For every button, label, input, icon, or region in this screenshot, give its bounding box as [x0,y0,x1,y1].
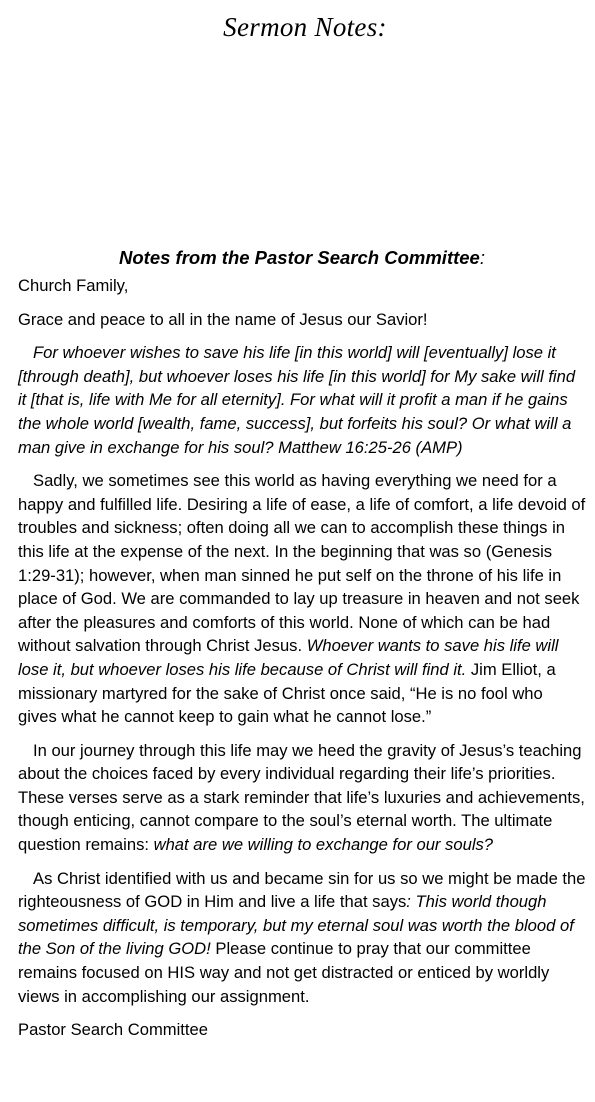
signature: Pastor Search Committee [18,1020,208,1040]
paragraph-2-italic: what are we willing to exchange for our souls? [153,835,494,855]
paragraph-1-quote: Jim Elliot, a missionary martyred for the sake of Christ once said, “He is no fool who gives what he cannot keep to gain what he cannot lose.” [18,659,556,727]
paragraph-1 [18,469,586,729]
heading-text: Notes from the Pastor Search Committee [119,247,480,268]
committee-notes-section [18,244,586,1042]
paragraph-2 [18,739,586,857]
paragraph-1-italic: Whoever wants to save his life will lose it, but whoever loses his life because of Christ will find it. [18,636,559,679]
paragraph-3-closing: Please continue to pray that our committee remains focused on HIS way and not get distracted or enticed by worldly views in accomplishing our assignment. [18,939,550,1006]
scripture-quote: For whoever wishes to save his life [in this world] will [eventually] lose it [through death], but whoever loses his life [in this world] for My sake will find it [that is, life with Me for all eternity]. For what will it profit a man if he gains the whole world [wealth, fame, success], but forfeits his soul? Or what will a man give in exchange for his soul? Matthew 16:25-26 (AMP) [18,343,576,457]
greeting: Grace and peace to all in the name of Jesus our Savior! [18,309,428,329]
sermon-notes-title: Sermon Notes: [223,12,387,42]
paragraph-3-italic: : This world though sometimes difficult, is temporary, but my eternal soul was worth the blood of the Son of the living GOD! [18,892,574,959]
committee-notes-heading [18,244,586,272]
paragraph-3 [18,867,586,1009]
paragraph-2-text: In our journey through this life may we heed the gravity of Jesus’s teaching about the choices faced by every individual regarding their life’s priorities. These verses serve as a stark reminder that life’s luxuries and achievements, though enticing, cannot compare to the soul’s eternal worth. The ultimate question remains: [18,740,585,855]
paragraph-1-text: Sadly, we sometimes see this world as having everything we need for a happy and fulfilled life. Desiring a life of ease, a life of comfort, a life devoid of troubles and sickness; often doing all we can to accomplish these things in this life at the expense of the next. In the beginning that was so (Genesis 1:29-31); however, when man sinned he put self on the throne of his life in place of God. We are commanded to lay up treasure in heaven and not seek after the pleasures and comforts of this world. None of which can be had without salvation through Christ Jesus. [18,471,586,656]
paragraph-3-text: As Christ identified with us and became sin for us so we might be made the righteousness of GOD in Him and live a life that says [18,868,586,912]
salutation: Church Family, [18,276,129,295]
heading-colon: : [479,247,485,268]
